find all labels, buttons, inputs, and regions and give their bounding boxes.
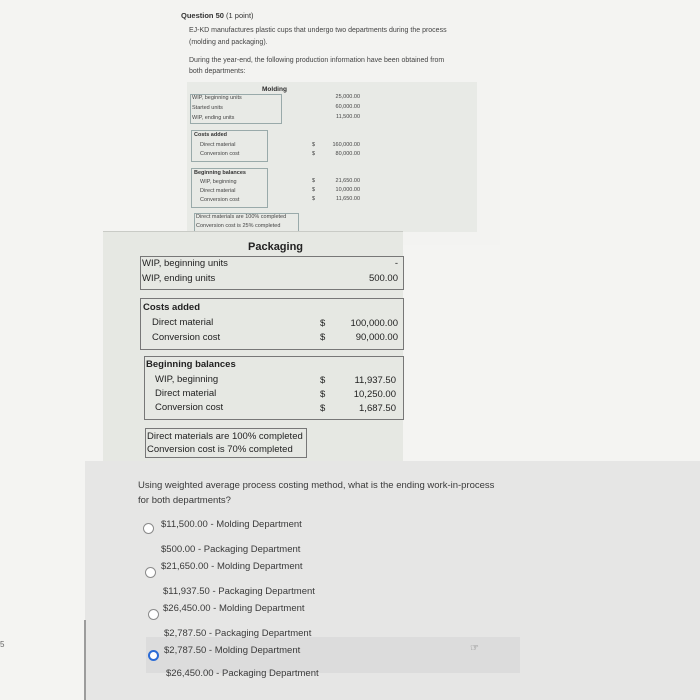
- molding-row-value: 11,500.00: [335, 114, 360, 120]
- edge-label: 5: [0, 640, 5, 649]
- molding-begin-label: WIP, beginning: [200, 179, 237, 185]
- question-prompt: [138, 478, 558, 508]
- molding-cost-label: Direct material: [200, 142, 236, 148]
- option-4-line1[interactable]: $2,787.50 - Molding Department: [164, 645, 301, 656]
- packaging-cost-label: Direct material: [152, 317, 214, 328]
- molding-begin-value: 10,000.00: [335, 187, 360, 193]
- packaging-begin-title: Beginning balances: [146, 359, 236, 370]
- packaging-cost-value: 100,000.00: [350, 318, 398, 329]
- molding-cost-value: 160,000.00: [332, 142, 360, 148]
- packaging-begin-label: Direct material: [155, 388, 217, 399]
- option-4-line2[interactable]: $26,450.00 - Packaging Department: [166, 668, 319, 679]
- packaging-cost-value: 90,000.00: [355, 332, 398, 343]
- packaging-cost-label: Conversion cost: [152, 332, 221, 343]
- option-1-line2[interactable]: $500.00 - Packaging Department: [161, 544, 301, 555]
- prompt-line: Using weighted average process costing method, what is the ending work-in-process: [138, 480, 495, 491]
- packaging-header: Packaging: [248, 241, 304, 253]
- packaging-begin-value: 10,250.00: [353, 389, 396, 400]
- packaging-note: Direct materials are 100% completed: [147, 431, 303, 442]
- molding-row-label: Started units: [192, 105, 223, 111]
- option-3-line2[interactable]: $2,787.50 - Packaging Department: [164, 628, 312, 639]
- question-title: Question 50 (1 point): [181, 11, 254, 20]
- molding-row-value: 60,000.00: [335, 104, 360, 110]
- packaging-row-label: WIP, beginning units: [142, 258, 228, 269]
- molding-begin-currency: $: [312, 196, 316, 202]
- packaging-row-value: -: [394, 258, 398, 269]
- edge-divider: [84, 620, 86, 700]
- packaging-begin-currency: $: [320, 403, 326, 414]
- question-text-line: (molding and packaging).: [189, 39, 268, 46]
- molding-note: Conversion cost is 25% completed: [196, 223, 281, 229]
- molding-begin-currency: $: [312, 187, 316, 193]
- molding-begin-value: 21,650.00: [335, 178, 360, 184]
- option-2-radio[interactable]: [145, 567, 156, 578]
- packaging-note: Conversion cost is 70% completed: [147, 444, 293, 455]
- mouse-cursor-icon: ☞: [470, 643, 479, 654]
- molding-row-label: WIP, ending units: [192, 115, 235, 121]
- molding-begin-label: Direct material: [200, 188, 236, 194]
- packaging-row-label: WIP, ending units: [142, 273, 216, 284]
- packaging-begin-label: Conversion cost: [155, 402, 224, 413]
- molding-cost-value: 80,000.00: [335, 151, 360, 157]
- packaging-cost-currency: $: [320, 318, 326, 329]
- packaging-begin-value: 11,937.50: [354, 375, 396, 386]
- option-1-radio[interactable]: [143, 523, 154, 534]
- molding-header: Molding: [262, 86, 287, 93]
- packaging-row-value: 500.00: [368, 273, 398, 284]
- molding-cost-currency: $: [312, 151, 316, 157]
- packaging-begin-currency: $: [320, 375, 326, 386]
- packaging-begin-currency: $: [320, 389, 326, 400]
- molding-begin-value: 11,650.00: [335, 196, 360, 202]
- question-text-line: both departments:: [189, 68, 246, 75]
- prompt-line: for both departments?: [138, 495, 231, 506]
- question-text-line: EJ-KD manufactures plastic cups that undergo two departments during the process: [189, 27, 447, 34]
- molding-costs-title: Costs added: [194, 132, 228, 138]
- option-2-line1[interactable]: $21,650.00 - Molding Department: [161, 561, 303, 572]
- molding-begin-title: Beginning balances: [194, 170, 246, 176]
- option-1-line1[interactable]: $11,500.00 - Molding Department: [161, 519, 302, 530]
- molding-note: Direct materials are 100% completed: [196, 214, 287, 220]
- packaging-cost-currency: $: [320, 332, 326, 343]
- molding-row-label: WIP, beginning units: [192, 95, 242, 101]
- question-text-line: During the year-end, the following production information have been obtained from: [189, 57, 445, 64]
- molding-row-value: 25,000.00: [335, 94, 360, 100]
- molding-begin-currency: $: [312, 178, 316, 184]
- packaging-begin-label: WIP, beginning: [155, 374, 219, 385]
- molding-begin-label: Conversion cost: [200, 197, 240, 203]
- packaging-costs-title: Costs added: [143, 302, 201, 313]
- packaging-begin-value: 1,687.50: [359, 403, 396, 414]
- molding-cost-label: Conversion cost: [200, 151, 240, 157]
- option-3-radio[interactable]: [148, 609, 159, 620]
- option-2-line2[interactable]: $11,937.50 - Packaging Department: [163, 586, 315, 597]
- option-4-radio[interactable]: [148, 650, 159, 661]
- option-3-line1[interactable]: $26,450.00 - Molding Department: [163, 603, 305, 614]
- molding-cost-currency: $: [312, 142, 316, 148]
